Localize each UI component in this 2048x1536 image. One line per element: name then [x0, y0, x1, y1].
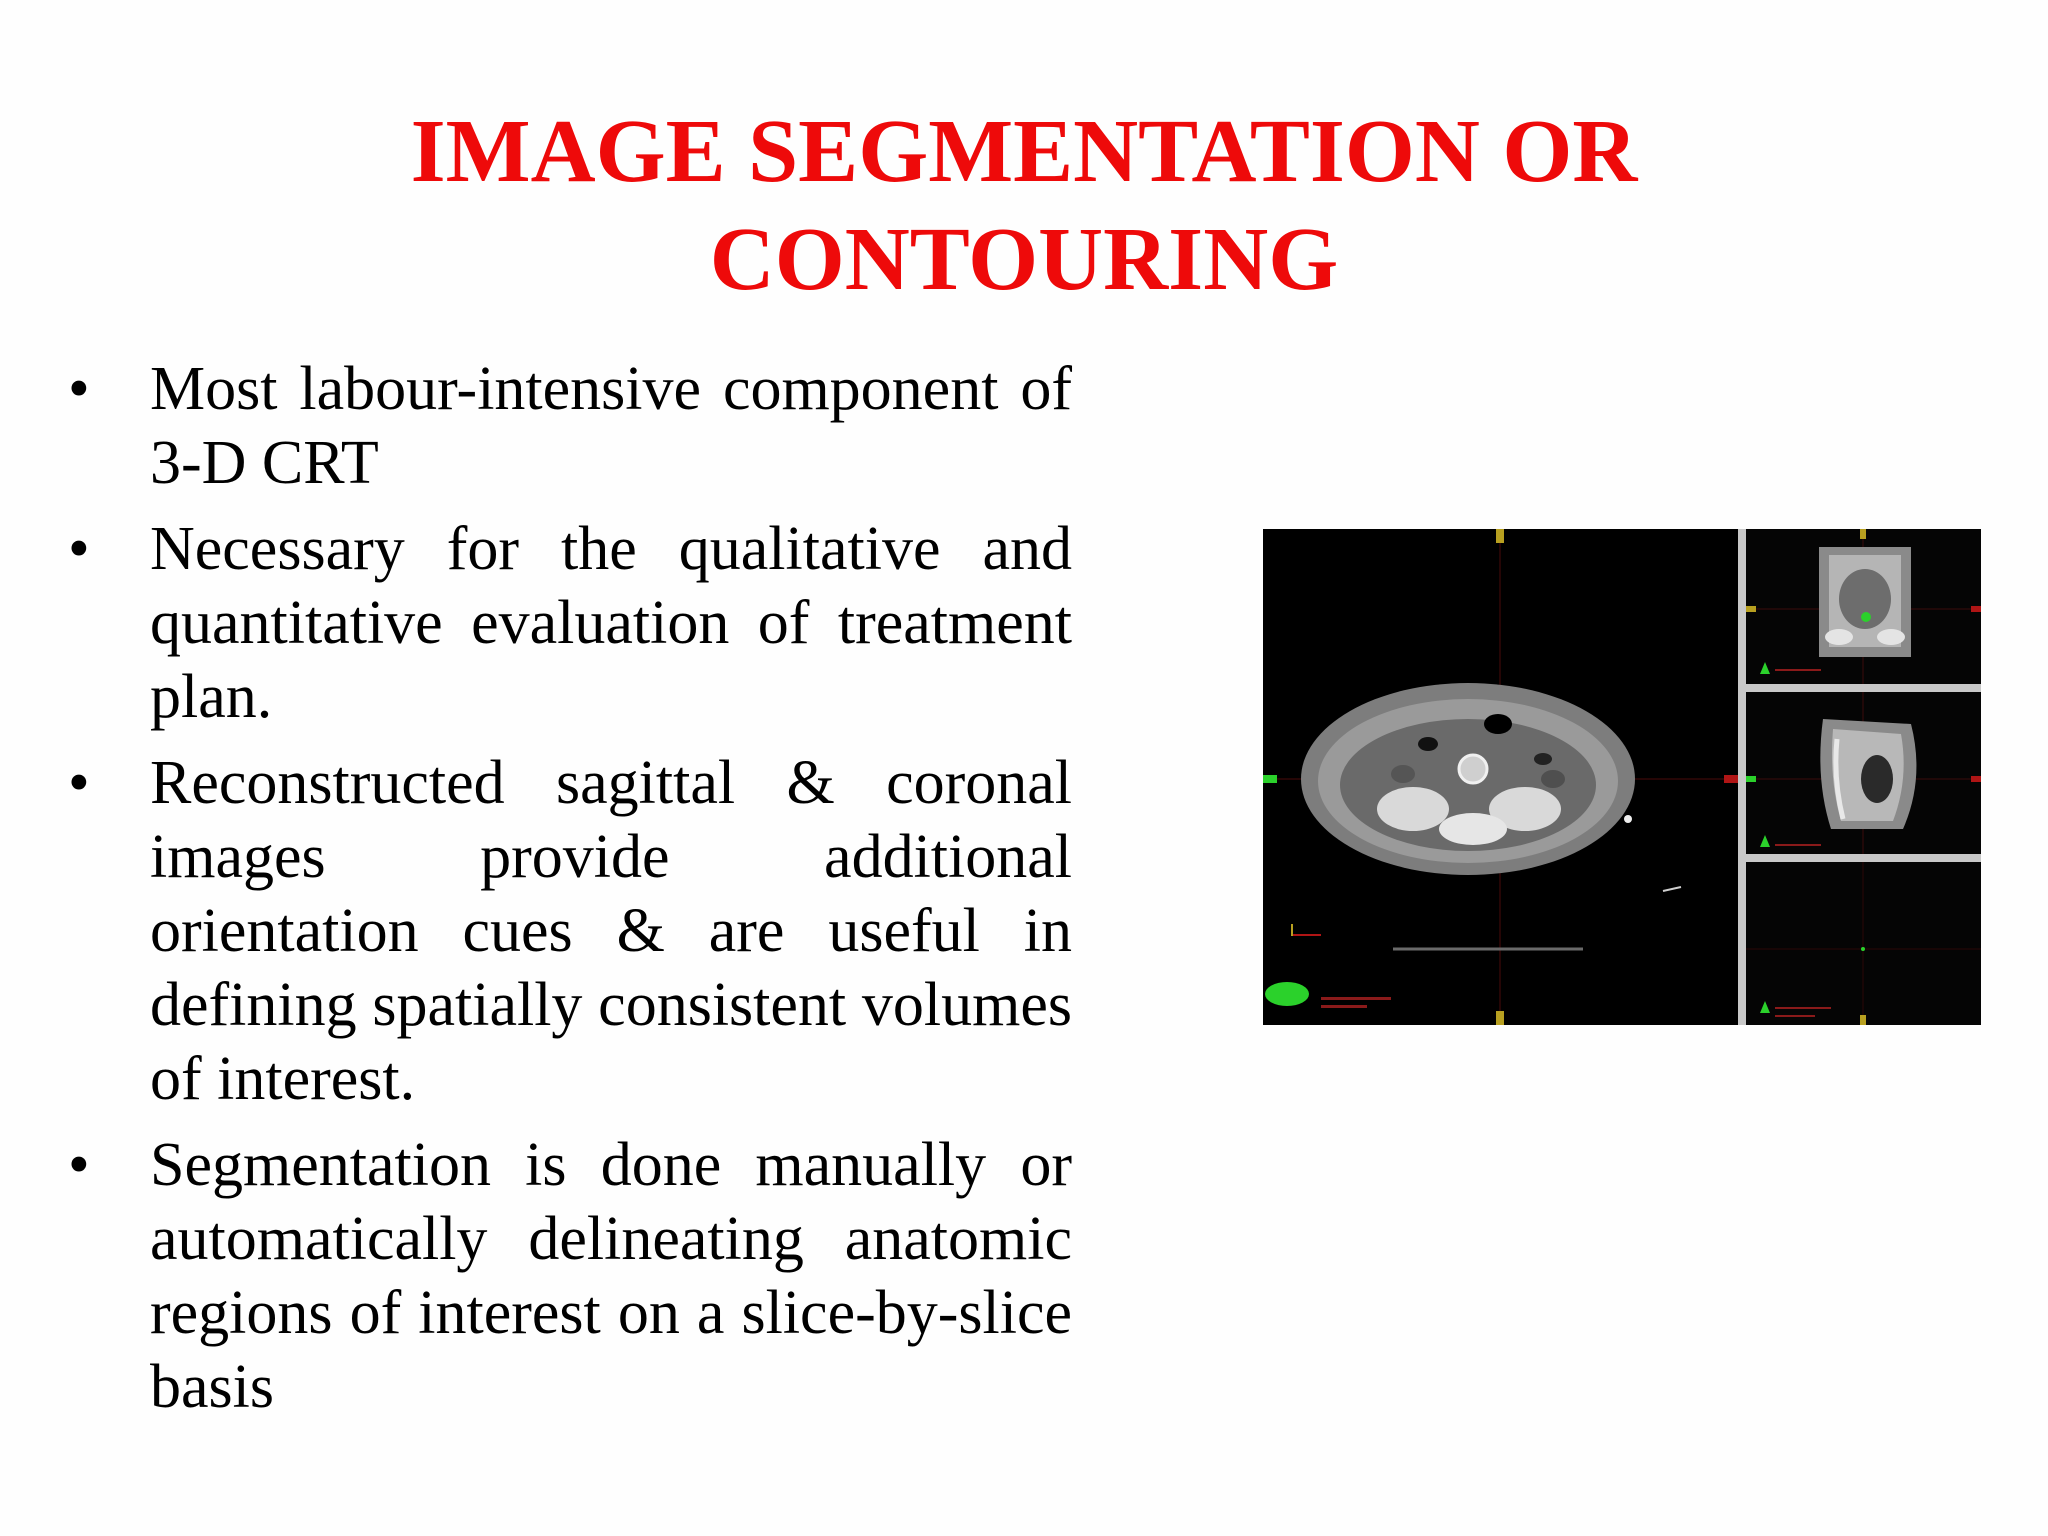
bullet-text: Segmentation is done manually or automatically delineating anatomic regions of interest on a slice-by-slice basis — [150, 1131, 1072, 1421]
bullet-item — [68, 746, 1072, 1116]
marker-left — [1263, 775, 1277, 783]
axial-body-slice — [1301, 683, 1635, 875]
bullet-item — [68, 512, 1072, 734]
bullet-dot-icon: • — [68, 749, 90, 817]
panel-divider — [1746, 854, 1981, 862]
bullet-text: Necessary for the qualitative and quantitative evaluation of treatment plan. — [150, 515, 1072, 731]
ct-scan-viewer-icon — [1263, 529, 1981, 1025]
bullet-text: Reconstructed sagittal & coronal images provide additional orientation cues & are useful in defining spatially consistent volumes of interest. — [150, 749, 1072, 1113]
bullet-text: Most labour-intensive component of 3-D CRT — [150, 355, 1072, 497]
ct-scan-image — [1263, 529, 1981, 1025]
bullet-dot-icon: • — [68, 355, 90, 423]
marker-bottom — [1496, 1011, 1504, 1025]
green-marker-icon — [1265, 982, 1309, 1006]
marker-right — [1724, 775, 1738, 783]
marker-top — [1496, 529, 1504, 543]
panel-divider — [1746, 684, 1981, 692]
title-line-1: IMAGE SEGMENTATION OR — [410, 102, 1638, 201]
bullet-item — [68, 352, 1072, 500]
slide-title — [0, 98, 2048, 314]
bullet-dot-icon: • — [68, 515, 90, 583]
bullet-list — [68, 352, 1072, 1436]
bullet-dot-icon: • — [68, 1131, 90, 1199]
title-line-2: CONTOURING — [709, 210, 1339, 309]
bullet-item — [68, 1128, 1072, 1424]
panel-divider — [1738, 529, 1746, 1025]
